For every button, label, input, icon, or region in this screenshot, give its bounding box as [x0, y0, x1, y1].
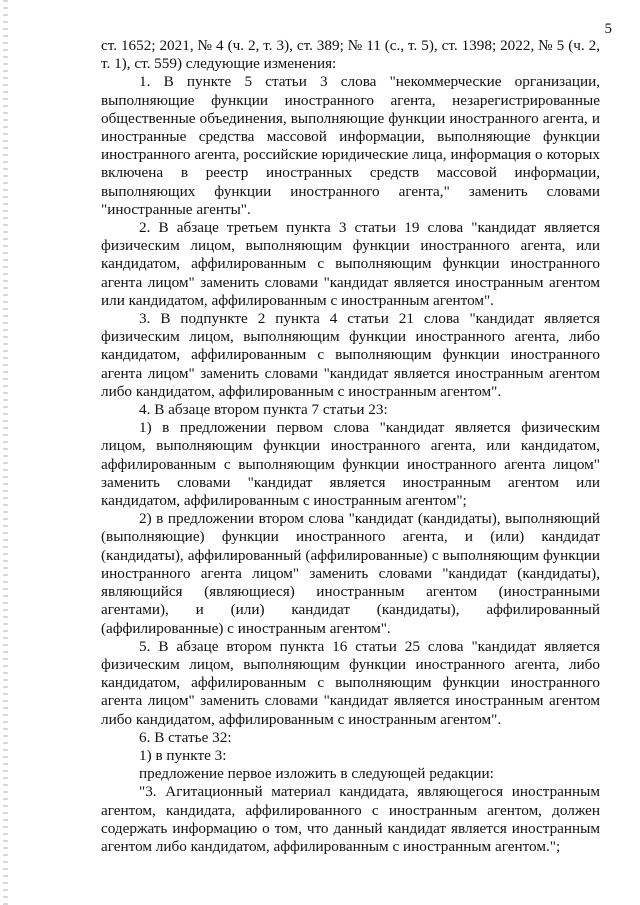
document-body	[101, 37, 600, 856]
paragraph-continuation: ст. 1652; 2021, № 4 (ч. 2, т. 3), ст. 389; № 11 (с., т. 5), ст. 1398; 2022, № 5 (ч. 2, т. 1), ст. 559) следующие изменения:	[101, 37, 600, 73]
paragraph-item-6-1-lead: предложение первое изложить в следующей редакции:	[139, 765, 494, 783]
paragraph-item-4: 4. В абзаце втором пункта 7 статьи 23:	[139, 401, 388, 419]
paragraph-item-2: 2. В абзаце третьем пункта 3 статьи 19 слова "кандидат является физическим лицом, выполняющим функции иностранного агента, или кандидатом, аффилированным с выполняющим функции иностранного агента лицом" заменить словами "кандидат является иностранным агентом или кандидатом, аффилированным с иностранным агентом".	[101, 219, 600, 309]
paragraph-item-6: 6. В статье 32:	[139, 728, 232, 746]
paragraph-item-4-1: 1) в предложении первом слова "кандидат является физическим лицом, выполняющим функции иностранного агента, или кандидатом, аффилированным с выполняющим функции иностранного агента лицом" заменить словами "кандидат является иностранным агентом или кандидатом, аффилированным с иностранным агентом";	[101, 419, 600, 510]
paragraph-item-6-1: 1) в пункте 3:	[139, 746, 227, 764]
paragraph-quoted-text: "3. Агитационный материал кандидата, являющегося иностранным агентом, кандидата, аффилированного с иностранным агентом, должен содержать информацию о том, что данный кандидат является иностранным агентом либо кандидатом, аффилированным с иностранным агентом.";	[101, 783, 600, 855]
paragraph-item-4-2: 2) в предложении втором слова "кандидат (кандидаты), выполняющий (выполняющие) функции иностранного агента, и (или) кандидат (кандидаты), аффилированный (аффилированные) с выполняющим функции иностранного агента лицом" заменить словами "кандидат (кандидаты), являющийся (являющиеся) иностранным агентом (иностранными агентами), и (или) кандидат (кандидаты), аффилированный (аффилированные) с иностранным агентом".	[101, 510, 600, 637]
paragraph-item-1: 1. В пункте 5 статьи 3 слова "некоммерческие организации, выполняющие функции иностранного агента, незарегистрированные общественные объединения, выполняющие функции иностранного агента, и иностранные средства массовой информации, выполняющие функции иностранного агента, российские юридические лица, информация о которых включена в реестр иностранных средств массовой информации, выполняющих функции иностранного агента," заменить словами "иностранные агенты".	[101, 73, 600, 218]
scan-edge-artifact	[3, 0, 8, 905]
paragraph-item-5: 5. В абзаце втором пункта 16 статьи 25 слова "кандидат является физическим лицом, выполняющим функции иностранного агента, либо кандидатом, аффилированным с выполняющим функции иностранного агента лицом" заменить словами "кандидат является иностранным агентом либо кандидатом, аффилированным с иностранным агентом".	[101, 637, 600, 728]
paragraph-item-3: 3. В подпункте 2 пункта 4 статьи 21 слова "кандидат является физическим лицом, выполняющим функции иностранного агента, либо кандидатом, аффилированным с выполняющим функции иностранного агента лицом" заменить словами "кандидат является иностранным агентом либо кандидатом, аффилированным с иностранным агентом".	[101, 310, 600, 400]
page-number: 5	[604, 21, 612, 37]
